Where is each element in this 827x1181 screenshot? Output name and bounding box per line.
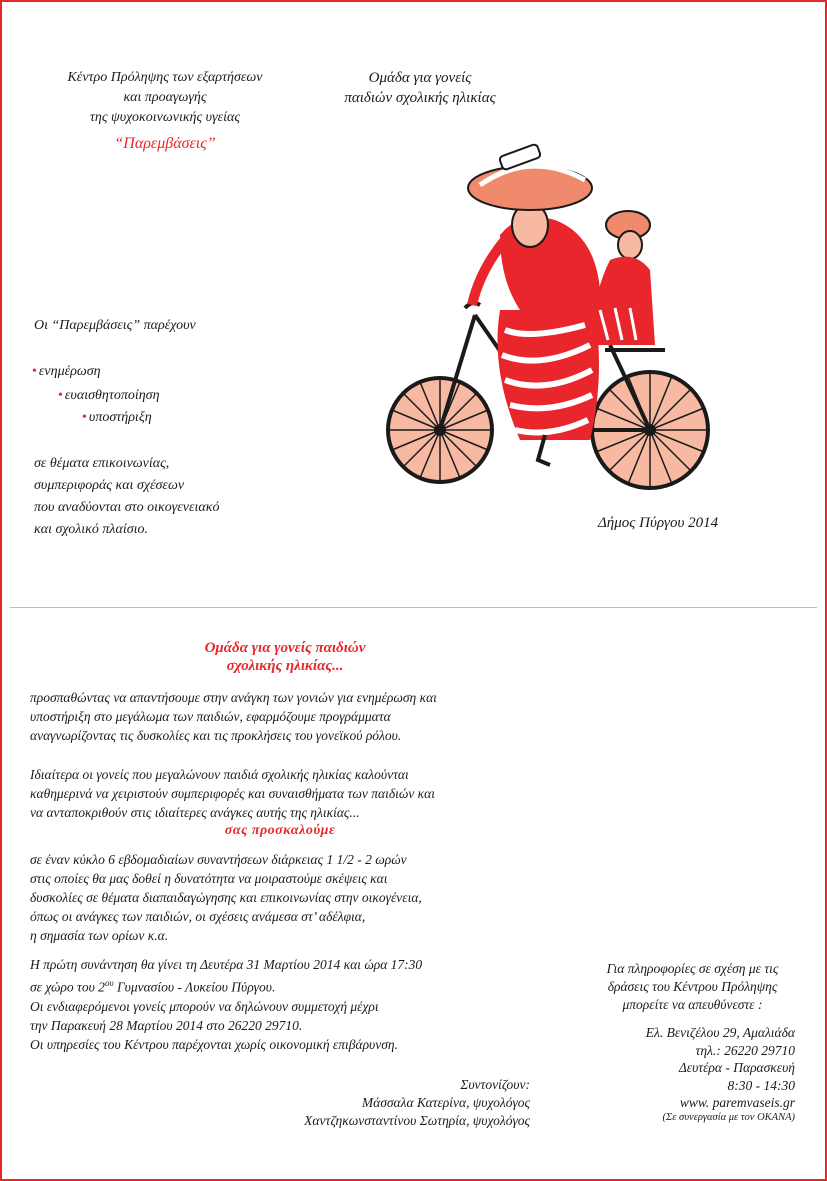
info-block [585, 960, 800, 1014]
topics-line: συμπεριφοράς και σχέσεων [34, 478, 185, 493]
offer-item-support: • υποστήριξη [82, 410, 152, 425]
paragraph-line: καθημερινά να χειριστούν συμπεριφορές και συναισθήματα των παιδιών και [30, 786, 435, 801]
group-title [320, 68, 520, 108]
topics-line: που αναδύονται στο οικογενειακό [34, 500, 220, 515]
child-figure [594, 211, 665, 350]
paragraph-school-age [30, 765, 530, 822]
paragraph-line: δυσκολίες σε θέματα διαπαιδαγώγησης και επικοινωνίας στην οικογένεια, [30, 890, 422, 905]
paragraph-line: αναγνωρίζοντας τις δυσκολίες και τις προκλήσεις του γονεϊκού ρόλου. [30, 728, 402, 743]
paragraph-line: υποστήριξη στο μεγάλωμα των παιδιών, εφαρμόζουμε προγράμματα [30, 709, 391, 724]
group-title-line-2: παιδιών σχολικής ηλικίας [344, 90, 496, 106]
paragraph-meetings [30, 850, 530, 945]
contact-block [560, 1024, 795, 1124]
paragraph-line: σε χώρο του $2^{o\upsilon}$ Γυμνασίου - Λυκείου Πύργου. [30, 978, 276, 995]
org-name: “Παρεμβάσεις” [114, 135, 216, 152]
fold-divider [10, 607, 817, 608]
section-title [150, 639, 420, 675]
offer-item-awareness: • ευαισθητοποίηση [58, 388, 160, 403]
paragraph-line: Η πρώτη συνάντηση θα γίνει τη Δευτέρα 31 Μαρτίου 2014 και ώρα 17:30 [30, 957, 423, 972]
organization-block [20, 68, 310, 154]
paragraph-line: να ανταποκριθούν στις ιδιαίτερες ανάγκες αυτής της ηλικίας... [30, 805, 360, 820]
bullet-dot-icon: • [82, 410, 87, 425]
info-line: μπορείτε να απευθύνεστε : [622, 997, 763, 1012]
paragraph-intro [30, 688, 530, 745]
org-line-3: της ψυχοκοινωνικής υγείας [89, 110, 241, 125]
section-title-line-2: σχολικής ηλικίας... [226, 658, 344, 674]
paragraph-first-meeting [30, 955, 550, 1054]
paragraph-line: σε έναν κύκλο 6 εβδομαδιαίων συναντήσεων διάρκειας 1 1/2 - 2 ωρών [30, 852, 407, 867]
coordinators-label: Συντονίζουν: [460, 1077, 530, 1092]
contact-partner: (Σε συνεργασία με τον ΟΚΑΝΑ) [662, 1111, 795, 1123]
offers-topics [34, 453, 220, 541]
offer-item-info: • ενημέρωση [32, 364, 101, 379]
bullet-dot-icon: • [32, 364, 37, 379]
offers-intro: Οι “Παρεμβάσεις” παρέχουν [34, 318, 196, 333]
org-line-1: Κέντρο Πρόληψης των εξαρτήσεων [67, 70, 263, 85]
section-title-line-1: Ομάδα για γονείς παιδιών [204, 640, 366, 656]
info-line: Για πληροφορίες σε σχέση με τις [606, 961, 779, 976]
contact-hours: 8:30 - 14:30 [727, 1077, 795, 1093]
paragraph-line: την Παρακευή 28 Μαρτίου 2014 στο 26220 29710. [30, 1017, 303, 1033]
paragraph-line: Οι υπηρεσίες του Κέντρου παρέχονται χωρίς οικονομική επιβάρυνση. [30, 1036, 398, 1052]
topics-line: και σχολικό πλαίσιο. [34, 522, 149, 537]
paragraph-line: η σημασία των ορίων κ.α. [30, 928, 169, 943]
coordinator-name: Χαντζηκωνσταντίνου Σωτηρία, ψυχολόγος [304, 1113, 530, 1128]
group-title-line-1: Ομάδα για γονείς [368, 70, 472, 86]
contact-days: Δευτέρα - Παρασκευή [678, 1060, 795, 1075]
org-line-2: και προαγωγής [123, 90, 207, 105]
coordinators-block [200, 1076, 530, 1130]
contact-address: Ελ. Βενιζέλου 29, Αμαλιάδα [645, 1025, 795, 1040]
mother-child-bicycle-illustration [380, 140, 725, 500]
paragraph-line: προσπαθώντας να απαντήσουμε στην ανάγκη των γονιών για ενημέρωση και [30, 690, 437, 705]
contact-website[interactable]: www. paremvaseis.gr [679, 1095, 795, 1110]
paragraph-line: στις οποίες θα μας δοθεί η δυνατότητα να μοιραστούμε σκέψεις και [30, 871, 388, 886]
bullet-dot-icon: • [58, 388, 63, 403]
topics-line: σε θέματα επικοινωνίας, [34, 456, 170, 471]
paragraph-line: Οι ενδιαφερόμενοι γονείς μπορούν να δηλώνουν συμμετοχή μέχρι [30, 998, 379, 1014]
paragraph-line: όπως οι ανάγκες των παιδιών, οι σχέσεις ανάμεσα στ’ αδέλφια, [30, 909, 366, 924]
municipality-label: Δήμος Πύργου 2014 [598, 515, 719, 531]
contact-phone: τηλ.: 26220 29710 [695, 1042, 795, 1058]
invite-heading: σας προσκαλούμε [224, 823, 336, 838]
coordinator-name: Μάσσαλα Κατερίνα, ψυχολόγος [361, 1095, 530, 1110]
info-line: δράσεις του Κέντρου Πρόληψης [607, 979, 778, 994]
paragraph-line: Ιδιαίτερα οι γονείς που μεγαλώνουν παιδιά σχολικής ηλικίας καλούνται [30, 767, 409, 782]
